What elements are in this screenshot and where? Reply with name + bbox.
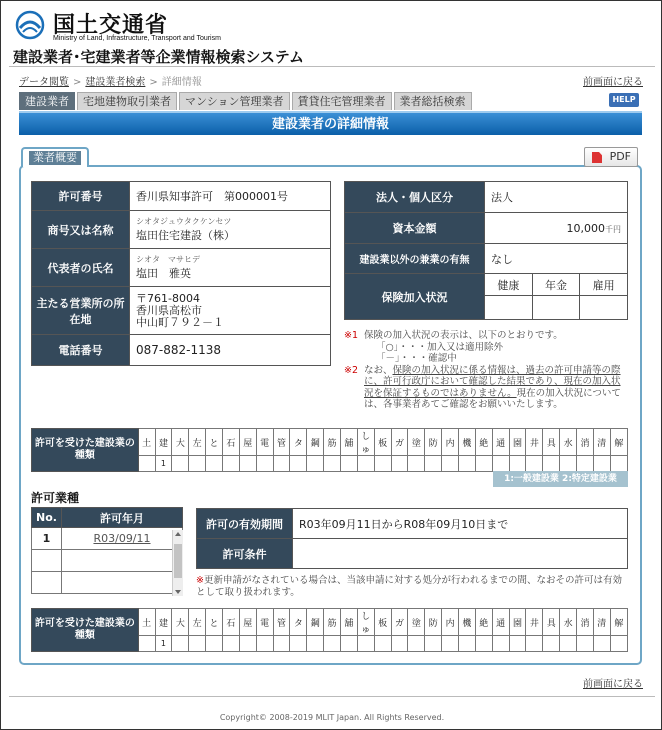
back-link-top[interactable]: 前画面に戻る — [583, 77, 643, 88]
kind-value-cell — [543, 636, 560, 652]
kind-value-cell — [374, 636, 391, 652]
empty-cell — [62, 572, 183, 594]
kind-value-cell — [273, 636, 290, 652]
site-logo[interactable] — [13, 8, 413, 64]
kind-value-cell — [391, 456, 408, 472]
kind-header-cell: 塗 — [408, 429, 425, 456]
kind-header-cell: 板 — [374, 609, 391, 636]
license-row-date[interactable]: R03/09/11 — [93, 532, 151, 545]
table-row — [32, 550, 183, 572]
kind-value-cell — [475, 456, 492, 472]
kind-value-cell — [222, 456, 239, 472]
table-row — [32, 211, 331, 249]
insurance-notes — [344, 330, 628, 411]
kind-header-cell: 塗 — [408, 609, 425, 636]
insurance-employment-header: 雇用 — [580, 274, 628, 296]
kind-header-cell: 鋼 — [307, 609, 324, 636]
note-1-mark: ※1 — [344, 330, 359, 341]
kind-header-cell: 土 — [138, 429, 155, 456]
kind-header-cell: 井 — [526, 429, 543, 456]
kind-header-cell: 内 — [442, 609, 459, 636]
tab-condo-management[interactable]: マンション管理業者 — [179, 92, 290, 110]
kind-value-cell — [357, 636, 374, 652]
pdf-label: PDF — [609, 150, 631, 163]
table-row — [32, 182, 331, 211]
entity-type-value: 法人 — [485, 182, 628, 213]
kind-header-cell: 石 — [222, 429, 239, 456]
kinds-header-row — [32, 609, 628, 636]
empty-cell — [32, 572, 62, 594]
kind-header-cell: 大 — [172, 609, 189, 636]
capital-label: 資本金額 — [345, 213, 485, 244]
kind-header-cell: 井 — [526, 609, 543, 636]
kind-header-cell: 解 — [610, 609, 627, 636]
system-name: 建設業者･宅建業者等企業情報検索システム — [13, 48, 305, 66]
footer-divider — [9, 696, 655, 697]
help-button[interactable]: HELP — [609, 93, 639, 107]
kind-value-cell — [442, 636, 459, 652]
kind-value-cell — [307, 456, 324, 472]
back-link-bottom[interactable]: 前画面に戻る — [583, 679, 643, 690]
kind-value-cell — [239, 636, 256, 652]
kind-value-cell — [408, 636, 425, 652]
kind-value-cell — [189, 456, 206, 472]
kind-header-cell: 鋼 — [307, 429, 324, 456]
table-row — [32, 249, 331, 287]
kind-value-cell — [357, 456, 374, 472]
kind-value-cell — [189, 636, 206, 652]
breadcrumb-current: 詳細情報 — [161, 77, 202, 88]
office-address-label: 主たる営業所の所在地 — [32, 287, 130, 335]
kind-header-cell: 筋 — [324, 609, 341, 636]
kind-header-cell: 絶 — [475, 429, 492, 456]
company-name-label: 商号又は名称 — [32, 211, 130, 249]
kind-value-cell — [340, 636, 357, 652]
kind-value-cell — [273, 456, 290, 472]
kind-header-cell: 舗 — [340, 429, 357, 456]
kind-header-cell: 水 — [560, 429, 577, 456]
period-value: R03年09月11日からR08年09月10日まで — [293, 509, 628, 539]
note-2-pre: なお、 — [364, 364, 393, 376]
kind-value-cell — [560, 636, 577, 652]
conditions-value — [293, 539, 628, 569]
kind-value-cell — [425, 636, 442, 652]
kind-header-cell: 管 — [273, 429, 290, 456]
note-1-item-a: 「○」・・・加入又は適用除外 — [376, 341, 504, 353]
kind-header-cell: タ — [290, 609, 307, 636]
kind-value-cell — [340, 456, 357, 472]
kind-value-cell — [172, 636, 189, 652]
address-line-1: 香川県高松市 — [136, 303, 202, 317]
phone-label: 電話番号 — [32, 335, 130, 366]
kind-header-cell: 具 — [543, 609, 560, 636]
category-tabs — [19, 92, 472, 110]
kind-header-cell: 電 — [256, 429, 273, 456]
kind-value-cell — [307, 636, 324, 652]
insurance-health-header: 健康 — [485, 274, 533, 296]
phone-value: 087-882-1138 — [130, 335, 331, 366]
kind-value-cell: 1 — [155, 456, 172, 472]
kind-value-cell — [256, 636, 273, 652]
kinds-label: 許可を受けた建設業の種類 — [32, 429, 139, 472]
kind-header-cell: しゅ — [357, 429, 374, 456]
kind-header-cell: 通 — [492, 429, 509, 456]
kind-value-cell — [374, 456, 391, 472]
insurance-employment-value — [580, 296, 628, 320]
kind-header-cell: 園 — [509, 429, 526, 456]
representative-value: 塩田 雅英 — [136, 266, 191, 280]
kind-header-cell: 筋 — [324, 429, 341, 456]
breadcrumb-search[interactable]: 建設業者検索 — [85, 77, 146, 88]
kind-header-cell: 機 — [459, 429, 476, 456]
kind-value-cell — [610, 636, 627, 652]
kind-value-cell — [256, 456, 273, 472]
kind-value-cell — [593, 636, 610, 652]
ministry-name-jp: 国土交通省 — [53, 13, 169, 38]
insurance-label: 保険加入状況 — [345, 274, 485, 320]
kind-header-cell: 左 — [189, 429, 206, 456]
kind-header-cell: 防 — [425, 609, 442, 636]
license-date-header: 許可年月 — [62, 508, 183, 528]
kind-value-cell — [475, 636, 492, 652]
kind-value-cell — [324, 636, 341, 652]
note-1-text: 保険の加入状況の表示は、以下のとおりです。 — [364, 330, 563, 341]
kind-value-cell — [408, 456, 425, 472]
kind-header-cell: 屋 — [239, 609, 256, 636]
kind-header-cell: 解 — [610, 429, 627, 456]
kind-legend: 1:一般建設業 2:特定建設業 — [493, 471, 628, 487]
tab-all-search[interactable]: 業者総括検索 — [394, 92, 472, 110]
kind-header-cell: 水 — [560, 609, 577, 636]
pdf-button[interactable] — [584, 147, 638, 167]
construction-kinds-table — [31, 428, 628, 472]
insurance-health-value — [485, 296, 533, 320]
address-line-2: 中山町７９２－１ — [136, 315, 224, 329]
kind-value-cell — [492, 456, 509, 472]
representative-kana: シオタ マサヒデ — [136, 254, 200, 264]
kind-value-cell — [577, 456, 594, 472]
license-list-scrollbar[interactable] — [172, 530, 183, 596]
kind-header-cell: 園 — [509, 609, 526, 636]
kind-value-cell — [492, 636, 509, 652]
representative-label: 代表者の氏名 — [32, 249, 130, 287]
capital-value: 10,000 — [566, 221, 605, 235]
kind-header-cell: 建 — [155, 429, 172, 456]
kind-header-cell: 石 — [222, 609, 239, 636]
construction-kinds-table-2 — [31, 608, 628, 652]
kind-value-cell — [138, 636, 155, 652]
breadcrumb — [19, 73, 202, 88]
kind-header-cell: 電 — [256, 609, 273, 636]
insurance-pension-header: 年金 — [532, 274, 580, 296]
header-divider — [9, 66, 655, 67]
kind-header-cell: 具 — [543, 429, 560, 456]
scroll-thumb[interactable] — [174, 544, 182, 578]
license-list-table — [31, 507, 183, 594]
postal-code: 〒761-8004 — [136, 291, 200, 305]
insurance-pension-value — [532, 296, 580, 320]
summary-tab — [21, 147, 89, 167]
kind-value-cell — [138, 456, 155, 472]
table-row[interactable] — [32, 528, 183, 550]
kind-header-cell: 通 — [492, 609, 509, 636]
company-name-value: 塩田住宅建設（株） — [136, 228, 235, 242]
table-row — [32, 335, 331, 366]
kind-header-cell: 絶 — [475, 609, 492, 636]
kind-header-cell: 管 — [273, 609, 290, 636]
scroll-up-icon[interactable] — [175, 532, 181, 536]
kind-header-cell: 土 — [138, 609, 155, 636]
empty-cell — [32, 550, 62, 572]
entity-type-label: 法人・個人区分 — [345, 182, 485, 213]
kind-header-cell: 内 — [442, 429, 459, 456]
kind-value-cell — [172, 456, 189, 472]
kind-value-cell: 1 — [155, 636, 172, 652]
kind-header-cell: と — [206, 429, 223, 456]
table-row — [197, 509, 628, 539]
kind-value-cell — [610, 456, 627, 472]
license-no-header: No. — [32, 508, 62, 528]
note-2-mark: ※2 — [344, 364, 359, 376]
empty-cell — [62, 550, 183, 572]
kind-value-cell — [290, 456, 307, 472]
table-row — [345, 244, 628, 274]
kind-value-cell — [543, 456, 560, 472]
kind-value-cell — [324, 456, 341, 472]
kind-header-cell: 機 — [459, 609, 476, 636]
kind-value-cell — [459, 636, 476, 652]
renewal-note-mark: ※ — [196, 575, 204, 586]
renewal-note — [196, 575, 628, 598]
table-row — [345, 182, 628, 213]
kind-header-cell: タ — [290, 429, 307, 456]
kind-value-cell — [290, 636, 307, 652]
company-info-table — [31, 181, 331, 366]
kind-value-cell — [560, 456, 577, 472]
summary-tab-label: 業者概要 — [29, 151, 81, 165]
kind-header-cell: 防 — [425, 429, 442, 456]
note-2-post: 現在の加入状況については、各事業者あてご確認をお願いいたします。 — [364, 387, 621, 410]
kind-header-cell: ガ — [391, 609, 408, 636]
kind-value-cell — [509, 636, 526, 652]
conditions-label: 許可条件 — [197, 539, 293, 569]
kind-header-cell: 大 — [172, 429, 189, 456]
table-row — [345, 213, 628, 244]
kind-header-cell: 屋 — [239, 429, 256, 456]
scroll-down-icon[interactable] — [175, 590, 181, 594]
company-name-kana: シオタジュウタクケンセツ — [136, 216, 232, 226]
kind-value-cell — [593, 456, 610, 472]
license-no-value: 香川県知事許可 第000001号 — [130, 182, 331, 211]
kind-value-cell — [526, 636, 543, 652]
kind-value-cell — [425, 456, 442, 472]
license-no-label: 許可番号 — [32, 182, 130, 211]
note-1-item-b: 「－」・・・確認中 — [376, 353, 457, 364]
copyright: Copyright© 2008-2019 MLIT Japan. All Rights Reserved. — [219, 713, 445, 722]
other-business-value: なし — [485, 244, 628, 274]
capital-unit: 千円 — [605, 224, 621, 234]
table-row — [197, 539, 628, 569]
table-header-row — [32, 508, 183, 528]
kind-header-cell: 消 — [577, 609, 594, 636]
breadcrumb-separator: > — [149, 77, 158, 88]
kind-header-cell: 板 — [374, 429, 391, 456]
kind-header-cell: 舗 — [340, 609, 357, 636]
period-label: 許可の有効期間 — [197, 509, 293, 539]
kinds-header-row — [32, 429, 628, 456]
kind-value-cell — [222, 636, 239, 652]
kind-header-cell: 消 — [577, 429, 594, 456]
note-2-underlined: 保険の加入状況に係る情報は、過去の許可申請等の際に、許可行政庁において確認した結果であり、現在の加入状況を保証するものではありません。 — [364, 364, 621, 399]
kind-value-cell — [206, 456, 223, 472]
kind-header-cell: ガ — [391, 429, 408, 456]
other-business-label: 建設業以外の兼業の有無 — [345, 244, 485, 274]
kind-value-cell — [391, 636, 408, 652]
corporate-info-table — [344, 181, 628, 320]
table-row — [32, 572, 183, 594]
kinds-label: 許可を受けた建設業の種類 — [32, 609, 139, 652]
breadcrumb-data[interactable]: データ閲覧 — [19, 77, 69, 88]
license-row-no: 1 — [32, 528, 62, 550]
kind-value-cell — [526, 456, 543, 472]
kind-value-cell — [577, 636, 594, 652]
tab-real-estate[interactable]: 宅地建物取引業者 — [77, 92, 177, 110]
kind-header-cell: 建 — [155, 609, 172, 636]
table-row — [345, 274, 628, 296]
renewal-note-text: 更新申請がなされている場合は、当該申請に対する処分が行われるまでの間、なおその許可は有効として取り扱われます。 — [196, 575, 622, 598]
license-period-table — [196, 508, 628, 569]
breadcrumb-separator: > — [73, 77, 82, 88]
page-title: 建設業者の詳細情報 — [19, 111, 642, 135]
table-row — [32, 287, 331, 335]
kind-header-cell: 清 — [593, 429, 610, 456]
kind-value-cell — [442, 456, 459, 472]
tab-construction[interactable]: 建設業者 — [19, 92, 75, 110]
pdf-icon — [592, 152, 602, 163]
kind-header-cell: 左 — [189, 609, 206, 636]
kind-value-cell — [206, 636, 223, 652]
ministry-name-en: Ministry of Land, Infrastructure, Transport and Tourism — [53, 35, 221, 42]
kind-header-cell: しゅ — [357, 609, 374, 636]
tab-rental-management[interactable]: 賃貸住宅管理業者 — [292, 92, 392, 110]
mlit-logo-icon — [15, 10, 45, 40]
license-heading: 許可業種 — [31, 491, 80, 505]
kind-value-cell — [509, 456, 526, 472]
kind-value-cell — [239, 456, 256, 472]
kind-value-cell — [459, 456, 476, 472]
kind-header-cell: 清 — [593, 609, 610, 636]
kind-header-cell: と — [206, 609, 223, 636]
